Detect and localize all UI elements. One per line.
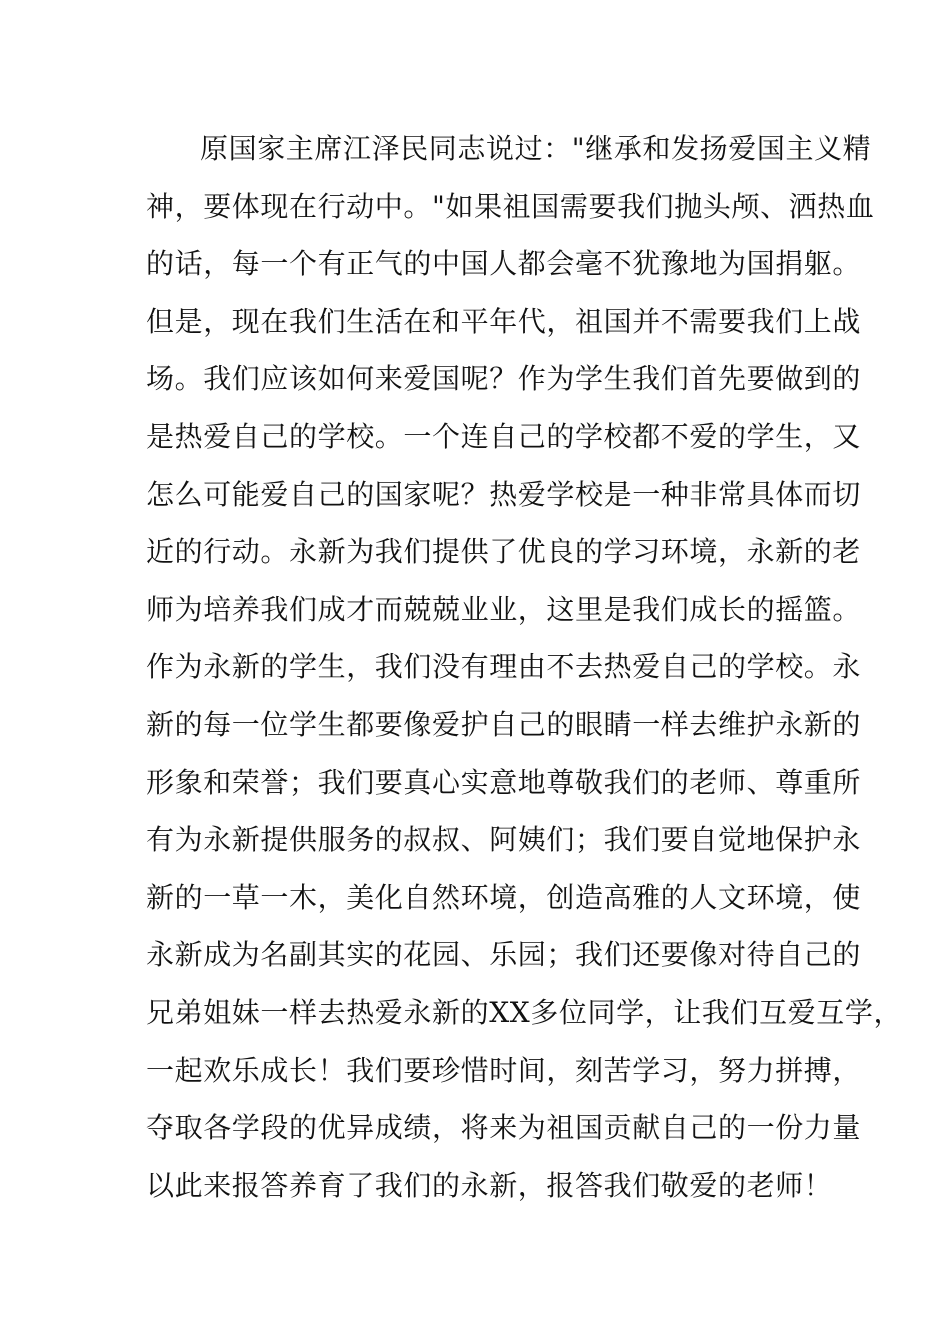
text-line: 神，要体现在行动中。"如果祖国需要我们抛头颅、洒热血 [146,189,875,223]
text-line: 场。我们应该如何来爱国呢？作为学生我们首先要做到的 [146,362,862,396]
text-line: 新的每一位学生都要像爱护自己的眼睛一样去维护永新的 [146,707,862,741]
text-line: 近的行动。永新为我们提供了优良的学习环境，永新的老 [146,535,862,569]
text-line: 师为培养我们成才而兢兢业业，这里是我们成长的摇篮。 [146,592,862,626]
text-line: 夺取各学段的优异成绩，将来为祖国贡献自己的一份力量 [146,1111,862,1145]
text-line: 是热爱自己的学校。一个连自己的学校都不爱的学生，又 [146,419,862,453]
text-line: 但是，现在我们生活在和平年代，祖国并不需要我们上战 [146,304,862,338]
text-line: 原国家主席江泽民同志说过："继承和发扬爱国主义精 [200,132,872,165]
text-line: 怎么可能爱自己的国家呢？热爱学校是一种非常具体而切 [146,477,862,511]
text-line: 形象和荣誉；我们要真心实意地尊敬我们的老师、尊重所 [146,765,862,799]
text-line: 永新成为名副其实的花园、乐园；我们还要像对待自己的 [146,938,862,972]
text-line: 作为永新的学生，我们没有理由不去热爱自己的学校。永 [146,650,862,684]
text-line: 兄弟姐妹一样去热爱永新的XX多位同学，让我们互爱互学， [146,995,903,1029]
text-line: 以此来报答养育了我们的永新，报答我们敬爱的老师！ [146,1168,833,1202]
text-line: 的话，每一个有正气的中国人都会毫不犹豫地为国捐躯。 [146,247,862,281]
text-line: 有为永新提供服务的叔叔、阿姨们；我们要自觉地保护永 [146,823,862,857]
text-line: 一起欢乐成长！我们要珍惜时间，刻苦学习，努力拼搏， [146,1053,862,1087]
body-paragraph [146,120,903,1214]
text-line: 新的一草一木，美化自然环境，创造高雅的人文环境，使 [146,880,862,914]
